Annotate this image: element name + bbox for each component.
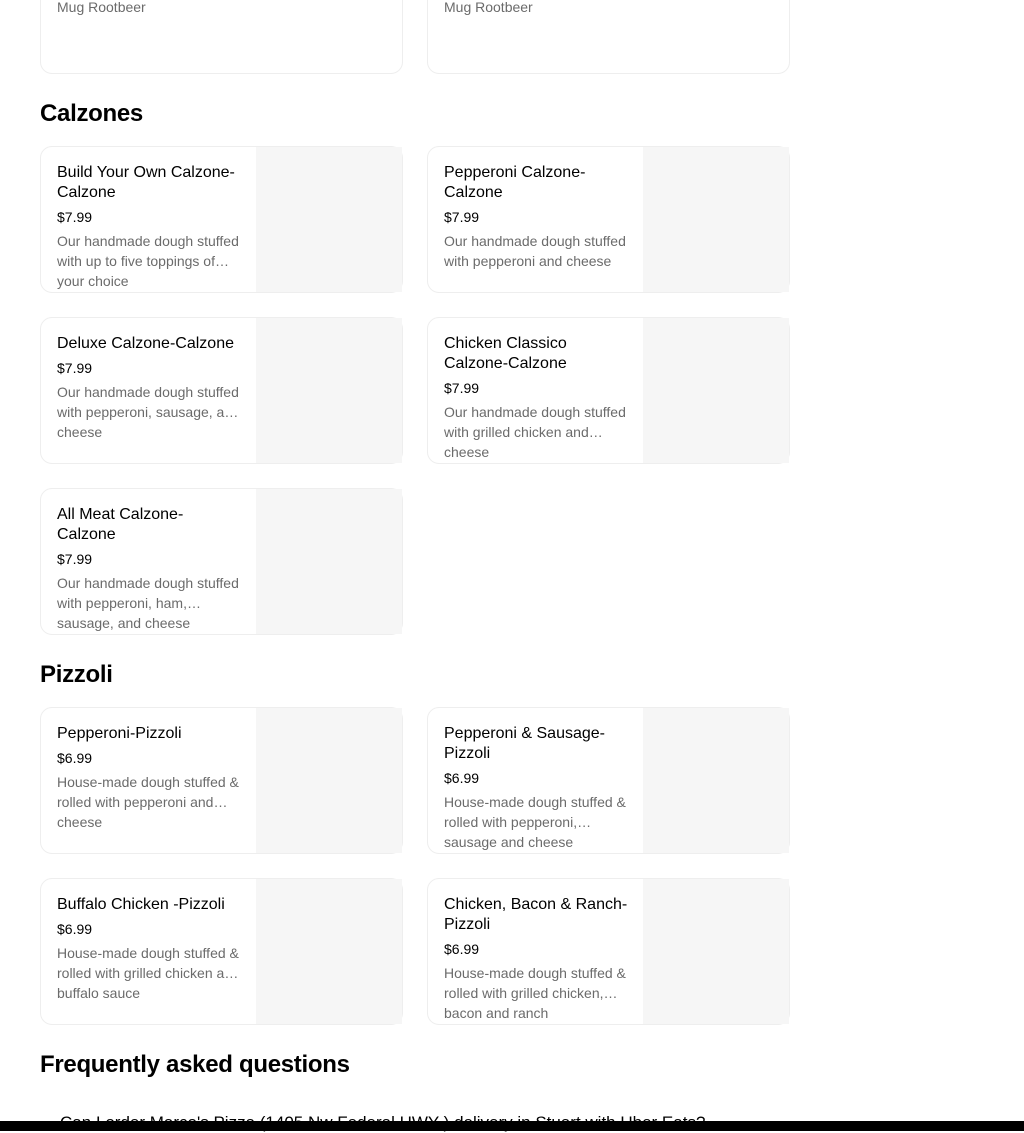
item-name: Pepperoni & Sausage-Pizzoli [444,725,605,762]
item-name: Deluxe Calzone-Calzone [57,335,234,352]
item-image-placeholder [256,318,402,463]
item-name: Chicken Classico Calzone-Calzone [444,335,567,372]
section-title-calzones: Calzones [40,100,143,127]
menu-item-card[interactable] [40,707,403,854]
item-description: Mug Rootbeer [444,0,533,15]
item-description: House-made dough stuffed & rolled with pepperoni and cheese [57,774,239,830]
item-description: House-made dough stuffed & rolled with grilled chicken, bacon and ranch [444,965,626,1021]
item-price: $6.99 [57,750,93,766]
menu-item-card[interactable] [427,317,790,464]
menu-item-card[interactable] [427,0,790,74]
item-name: Buffalo Chicken -Pizzoli [57,896,225,913]
bottom-bar [0,1121,1024,1131]
item-description: Our handmade dough stuffed with pepperoni, sausage, and cheese [57,384,240,440]
section-title-pizzoli: Pizzoli [40,661,113,688]
item-description: Our handmade dough stuffed with pepperoni and cheese [444,233,626,269]
item-image-placeholder [256,708,402,853]
item-image-placeholder [256,879,402,1024]
menu-item-card[interactable] [427,146,790,293]
item-image-placeholder [643,879,789,1024]
item-image-placeholder [643,318,789,463]
menu-item-card[interactable] [40,317,403,464]
item-name: Chicken, Bacon & Ranch-Pizzoli [444,896,628,933]
item-image-placeholder [256,489,402,634]
menu-item-card[interactable] [40,146,403,293]
item-description: Our handmade dough stuffed with grilled chicken and cheese [444,404,626,460]
item-price: $7.99 [444,380,480,396]
item-price: $7.99 [57,551,93,567]
item-image-placeholder [643,708,789,853]
item-price: $6.99 [57,921,93,937]
item-price: $7.99 [57,360,93,376]
menu-item-card[interactable] [427,707,790,854]
item-image-placeholder [643,147,789,292]
item-description: Mug Rootbeer [57,0,146,15]
menu-item-card[interactable] [40,878,403,1025]
item-price: $6.99 [444,941,480,957]
menu-item-card[interactable] [427,878,790,1025]
item-image-placeholder [256,147,402,292]
menu-item-card[interactable] [40,488,403,635]
item-name: Build Your Own Calzone-Calzone [57,164,235,201]
item-name: Pepperoni-Pizzoli [57,725,182,742]
item-price: $6.99 [444,770,480,786]
faq-title: Frequently asked questions [40,1051,350,1078]
item-price: $7.99 [57,209,93,225]
item-name: All Meat Calzone-Calzone [57,506,184,543]
item-name: Pepperoni Calzone-Calzone [444,164,586,201]
item-description: House-made dough stuffed & rolled with grilled chicken and buffalo sauce [57,945,240,1001]
item-description: Our handmade dough stuffed with up to five toppings of your choice [57,233,239,289]
item-description: Our handmade dough stuffed with pepperoni, ham, sausage, and cheese [57,575,239,631]
menu-item-card[interactable] [40,0,403,74]
item-price: $7.99 [444,209,480,225]
item-description: House-made dough stuffed & rolled with pepperoni, sausage and cheese [444,794,626,850]
